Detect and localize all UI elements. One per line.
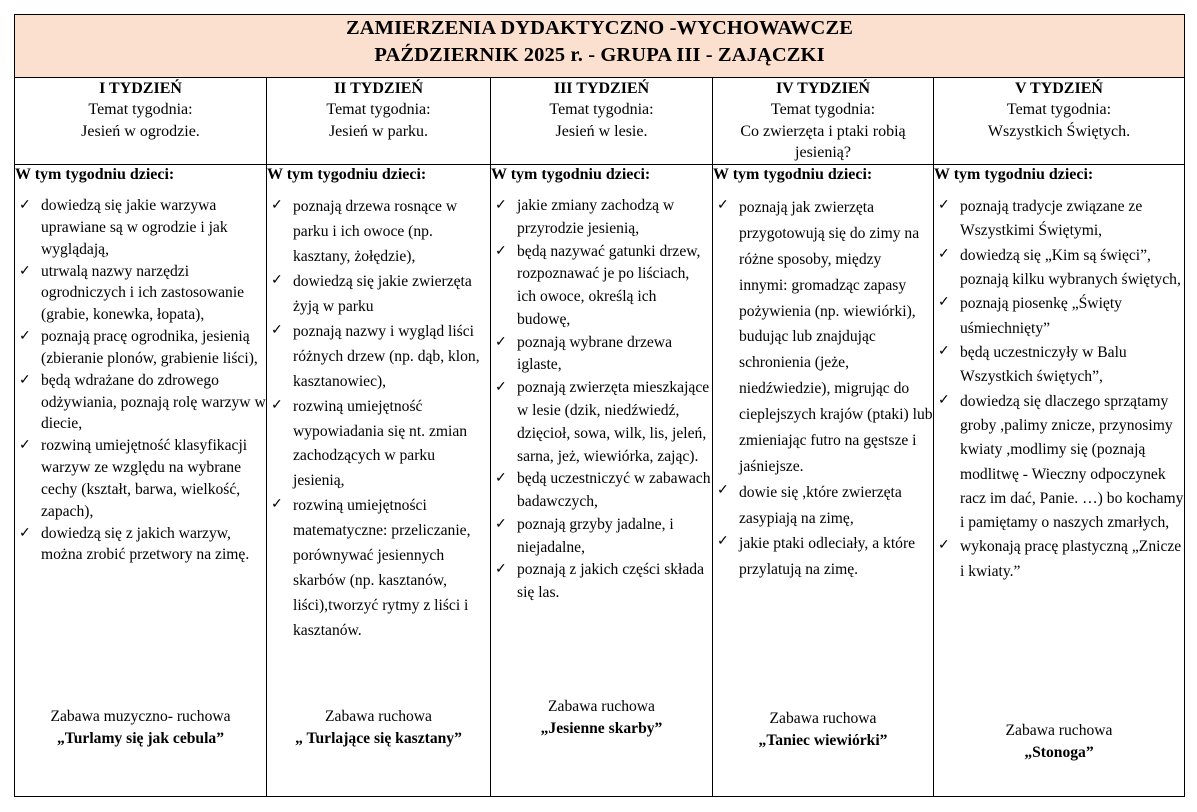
- goal-item: [491, 514, 712, 560]
- goal-item: [934, 535, 1184, 584]
- week-number-4: IV TYDZIEŃ: [775, 80, 871, 98]
- week-content-4: [713, 165, 934, 797]
- goal-item: [491, 332, 712, 378]
- banner-title-line2: PAŹDZIERNIK 2025 r. - GRUPA III - ZAJĄCZKI: [374, 44, 825, 67]
- goal-item-text: dowiedzą się dlaczego sprzątamy groby ,palimy znicze, przynosimy kwiaty ,modlimy się (poznają modlitwę - Wieczny odpoczynek racz im dać, Panie. …) bo kochamy i pamiętamy o naszych zmarłych,: [960, 392, 1184, 532]
- goal-item-text: dowiedzą się jakie warzywa uprawiane są w ogrodzie i jak wyglądają,: [41, 197, 228, 258]
- week-number-5: V TYDZIEŃ: [1015, 80, 1103, 98]
- content-spacer-5: [934, 584, 1184, 712]
- goal-item-text: będą uczestniczyć w zabawach badawczych,: [517, 470, 711, 511]
- week-content-1: [15, 165, 267, 797]
- week-content-5: [934, 165, 1185, 797]
- activity-title-3: „Jesienne skarby”: [540, 720, 663, 738]
- goal-item-text: wykonają pracę plastyczną „Znicze i kwiaty.”: [960, 538, 1182, 580]
- content-intro-1: W tym tygodniu dzieci:: [15, 166, 175, 184]
- checkmark-icon: ✓: [19, 263, 31, 279]
- week-content-2: [267, 165, 491, 797]
- goal-item: [267, 270, 490, 320]
- week-topic-label-5: Temat tygodnia:: [1006, 101, 1112, 119]
- checkmark-icon: ✓: [495, 516, 507, 532]
- checkmark-icon: ✓: [271, 272, 283, 288]
- week-number-2: II TYDZIEŃ: [333, 80, 424, 98]
- checkmark-icon: ✓: [271, 322, 283, 338]
- goal-item: [934, 195, 1184, 244]
- goal-item-text: będą wdrażane do zdrowego odżywiania, poznają rolę warzyw w diecie,: [41, 371, 266, 433]
- checkmark-icon: ✓: [271, 198, 283, 214]
- week-header-4: [713, 78, 934, 165]
- checkmark-icon: ✓: [271, 397, 283, 413]
- week-topic-label-3: Temat tygodnia:: [549, 101, 654, 119]
- checkmark-icon: ✓: [938, 392, 950, 408]
- goal-item: [713, 531, 933, 583]
- checkmark-icon: ✓: [717, 198, 729, 214]
- checkmark-icon: ✓: [19, 329, 31, 345]
- goal-list-5: [934, 195, 1184, 584]
- week-header-3: [491, 78, 713, 165]
- content-intro-5: W tym tygodniu dzieci:: [934, 166, 1094, 184]
- week-number-3: III TYDZIEŃ: [553, 80, 650, 98]
- goal-item: [934, 390, 1184, 536]
- checkmark-icon: ✓: [19, 198, 31, 214]
- checkmark-icon: ✓: [938, 295, 950, 311]
- content-spacer-3: [491, 605, 712, 686]
- goal-item-text: poznają wybrane drzewa iglaste,: [517, 333, 672, 374]
- activity-kind-2: Zabawa ruchowa: [325, 708, 432, 726]
- week-header-2: [267, 78, 491, 165]
- goal-item: [15, 435, 266, 522]
- checkmark-icon: ✓: [19, 438, 31, 454]
- activity-kind-1: Zabawa muzyczno- ruchowa: [50, 708, 231, 726]
- week-topic-4: Co zwierzęta i ptaki robią jesienią?: [740, 122, 906, 162]
- checkmark-icon: ✓: [495, 562, 507, 578]
- goal-item-text: poznają grzyby jadalne, i niejadalne,: [517, 515, 674, 556]
- goal-item: [15, 523, 266, 567]
- goal-list-1: [15, 195, 266, 566]
- week-header-5: [934, 78, 1185, 165]
- checkmark-icon: ✓: [495, 243, 507, 259]
- goal-item-text: utrwalą nazwy narzędzi ogrodniczych i ich zastosowanie (grabie, konewka, łopata),: [41, 262, 245, 324]
- goal-item: [713, 195, 933, 480]
- week-topic-2: Jesień w parku.: [328, 122, 429, 140]
- goal-item-text: dowiedzą się „Kim są święci”, poznają kilku wybranych świętych,: [960, 246, 1181, 289]
- week-content-row: [15, 165, 1185, 797]
- activity-block-3: [491, 696, 712, 796]
- activity-title-1: „Turlamy się jak cebula”: [56, 730, 225, 748]
- week-topic-label-1: Temat tygodnia:: [88, 101, 193, 119]
- goal-item-text: poznają piosenkę „Święty uśmiechnięty”: [960, 295, 1122, 337]
- goal-list-2: [267, 195, 490, 644]
- goal-item: [15, 370, 266, 435]
- activity-block-4: [713, 708, 933, 796]
- goal-item-text: będą nazywać gatunki drzew, rozpoznawać je po liściach, ich owoce, określą ich budowę,: [517, 242, 701, 328]
- goal-item: [15, 326, 266, 370]
- goal-item-text: poznają z jakich części składa się las.: [517, 561, 705, 602]
- checkmark-icon: ✓: [495, 198, 507, 214]
- activity-title-5: „Stonoga”: [1024, 744, 1094, 762]
- goal-item-text: poznają zwierzęta mieszkające w lesie (dzik, niedźwiedź, dzięcioł, sowa, wilk, lis, jeleń, sarna, jeż, wiewiórka, zając).: [517, 379, 710, 465]
- goal-item-text: dowie się ,które zwierzęta zasypiają na zimę,: [739, 483, 902, 527]
- content-intro-4: W tym tygodniu dzieci:: [713, 166, 873, 184]
- activity-block-2: [267, 706, 490, 796]
- goal-item-text: dowiedzą się z jakich warzyw, można zrobić przetwory na zimę.: [41, 524, 250, 564]
- goal-item: [267, 320, 490, 395]
- goal-item-text: jakie ptaki odleciały, a które przylatują na zimę.: [739, 535, 916, 579]
- goal-item-text: rozwiną umiejętności matematyczne: przeliczanie, porównywać jesiennych skarbów (np. kasztanów, liści),tworzyć rytmy z liści i kasztanów.: [293, 497, 471, 640]
- content-intro-2: W tym tygodniu dzieci:: [267, 166, 427, 184]
- goal-item: [15, 261, 266, 326]
- goal-item-text: poznają nazwy i wygląd liści różnych drzew (np. dąb, klon, kasztanowiec),: [293, 322, 480, 390]
- goal-item-text: jakie zmiany zachodzą w przyrodzie jesienią,: [517, 197, 675, 237]
- goal-list-3: [491, 195, 712, 605]
- week-content-3: [491, 165, 713, 797]
- content-spacer-4: [713, 583, 933, 700]
- goal-item: [934, 341, 1184, 390]
- week-topic-5: Wszystkich Świętych.: [987, 122, 1131, 140]
- goal-list-4: [713, 195, 933, 583]
- content-spacer-2: [267, 644, 490, 696]
- activity-block-1: [15, 706, 266, 796]
- checkmark-icon: ✓: [938, 538, 950, 554]
- checkmark-icon: ✓: [938, 198, 950, 214]
- checkmark-icon: ✓: [495, 334, 507, 350]
- goal-item: [934, 244, 1184, 293]
- goal-item-text: poznają jak zwierzęta przygotowują się do zimy na różne sposoby, między innymi: gromadząc zapasy pożywienia (np. wiewiórki), budując lub znajdując schronienia (jeże, niedźwiedzie), migrując do cieplejszych krajów (ptaki) lub zmieniając futro na gęstsze i jaśniejsze.: [739, 199, 933, 475]
- goal-item: [713, 480, 933, 532]
- activity-kind-5: Zabawa ruchowa: [1005, 722, 1113, 740]
- checkmark-icon: ✓: [495, 380, 507, 396]
- activity-kind-3: Zabawa ruchowa: [548, 698, 655, 716]
- checkmark-icon: ✓: [938, 246, 950, 262]
- goal-item: [267, 494, 490, 644]
- checkmark-icon: ✓: [271, 497, 283, 513]
- goal-item-text: rozwiną umiejętność klasyfikacji warzyw ze względu na wybrane cechy (kształt, barwa, wielkość, zapach),: [41, 437, 248, 520]
- goal-item-text: poznają tradycje związane ze Wszystkimi Świętymi,: [960, 198, 1143, 240]
- goal-item-text: poznają pracę ogrodnika, jesienią (zbieranie plonów, grabienie liści),: [41, 328, 258, 367]
- checkmark-icon: ✓: [938, 343, 950, 359]
- activity-block-5: [934, 720, 1184, 796]
- week-header-row: [15, 78, 1185, 165]
- week-header-1: [15, 78, 267, 165]
- activity-title-4: „Taniec wiewiórki”: [758, 732, 888, 750]
- checkmark-icon: ✓: [717, 534, 729, 550]
- goal-item: [934, 292, 1184, 341]
- goal-item-text: rozwiną umiejętność wypowiadania się nt. zmian zachodzących w parku jesienią,: [293, 397, 468, 490]
- activity-kind-4: Zabawa ruchowa: [769, 710, 877, 728]
- week-topic-1: Jesień w ogrodzie.: [81, 122, 200, 140]
- checkmark-icon: ✓: [19, 372, 31, 388]
- week-topic-label-4: Temat tygodnia:: [770, 101, 876, 119]
- goal-item: [15, 195, 266, 260]
- checkmark-icon: ✓: [495, 471, 507, 487]
- week-topic-3: Jesień w lesie.: [555, 122, 648, 140]
- content-spacer-1: [15, 566, 266, 694]
- banner-row: [15, 15, 1185, 78]
- goal-item: [491, 377, 712, 468]
- checkmark-icon: ✓: [19, 525, 31, 541]
- goal-item-text: poznają drzewa rosnące w parku i ich owoce (np. kasztany, żołędzie),: [293, 198, 458, 265]
- goal-item: [491, 241, 712, 332]
- goal-item: [491, 468, 712, 514]
- weekly-plan-table: [14, 14, 1185, 797]
- document-banner: [15, 15, 1185, 78]
- week-number-1: I TYDZIEŃ: [99, 80, 182, 98]
- activity-title-2: „ Turlające się kasztany”: [295, 730, 462, 748]
- goal-item: [267, 395, 490, 495]
- goal-item: [491, 559, 712, 605]
- banner-title-line1: ZAMIERZENIA DYDAKTYCZNO -WYCHOWAWCZE: [345, 17, 854, 39]
- goal-item-text: dowiedzą się jakie zwierzęta żyją w parku: [293, 272, 472, 315]
- goal-item: [267, 195, 490, 270]
- checkmark-icon: ✓: [717, 482, 729, 498]
- goal-item-text: będą uczestniczyły w Balu Wszystkich świętych”,: [960, 343, 1127, 386]
- week-topic-label-2: Temat tygodnia:: [326, 101, 431, 119]
- goal-item: [491, 195, 712, 241]
- content-intro-3: W tym tygodniu dzieci:: [491, 166, 651, 184]
